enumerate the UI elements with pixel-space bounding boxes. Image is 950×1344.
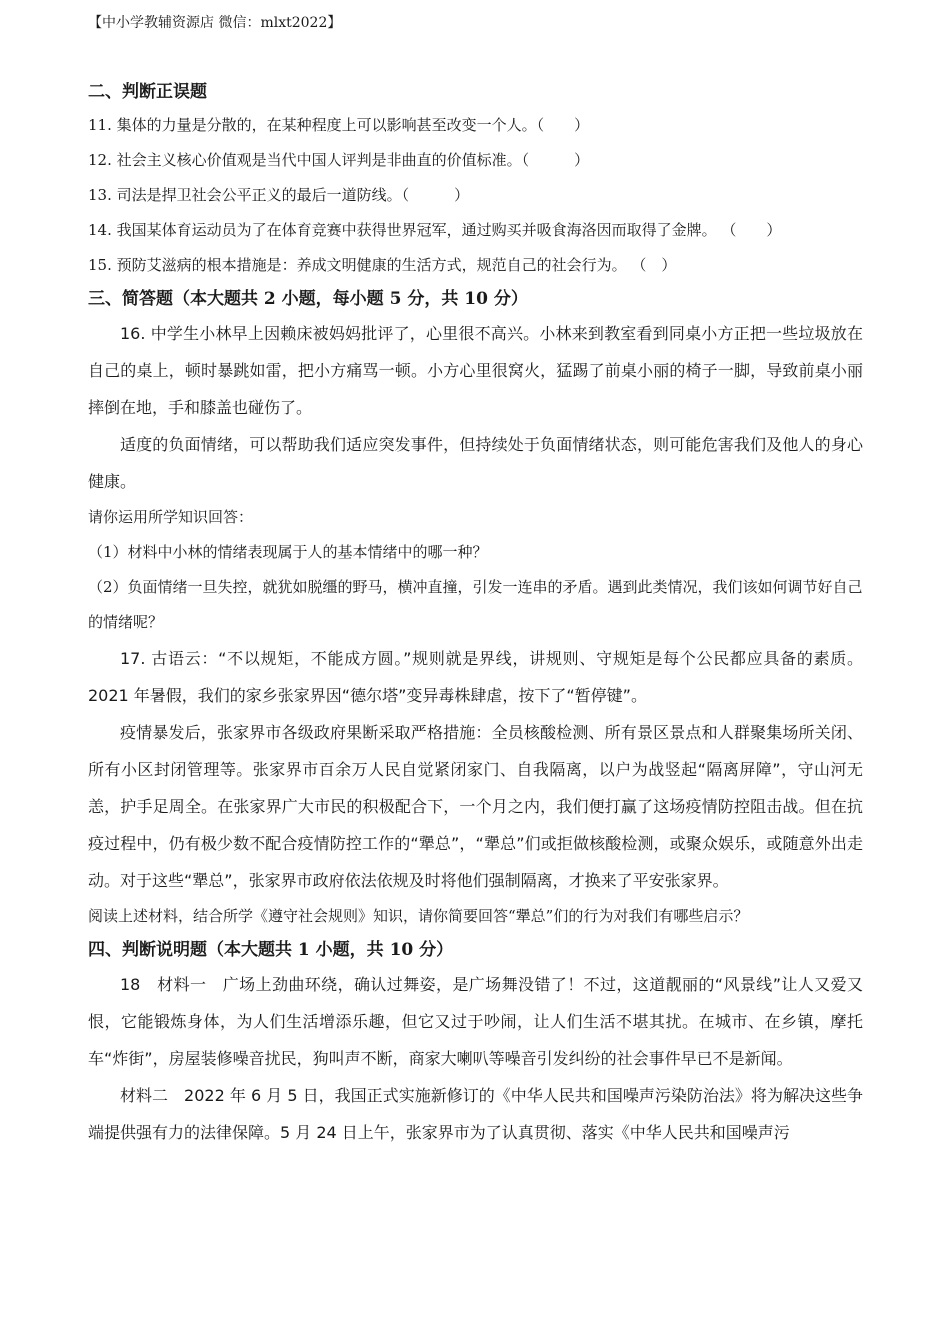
question-14: 14. 我国某体育运动员为了在体育竞赛中获得世界冠军，通过购买并吸食海洛因而取得了金牌。 （ ）	[88, 221, 782, 239]
section2-title: 二、判断正误题	[88, 82, 207, 102]
q17-question: 阅读上述材料，结合所学《遵守社会规则》知识，请你简要回答“犟总”们的行为对我们有哪些启示？	[88, 907, 749, 925]
q16-paragraph-2: 适度的负面情绪，可以帮助我们适应突发事件，但持续处于负面情绪状态，则可能危害我们及他人的身心健康。	[88, 435, 863, 491]
question-11: 11. 集体的力量是分散的，在某种程度上可以影响甚至改变一个人。（ ）	[88, 116, 590, 134]
question-13: 13. 司法是捍卫社会公平正义的最后一道防线。（ ）	[88, 186, 470, 204]
q16-prompt: 请你运用所学知识回答：	[88, 508, 254, 526]
q18-material-1: 18 材料一 广场上劲曲环绕，确认过舞姿，是广场舞没错了！不过，这道靓丽的“风景线”让人又爱又恨，它能锻炼身体，为人们生活增添乐趣，但它又过于吵闹，让人们生活不堪其扰。在城市、在乡镇，摩托车“炸街”，房屋装修噪音扰民，狗叫声不断，商家大喇叭等噪音引发纠纷的社会事件早已不是新闻。	[88, 975, 863, 1068]
q17-paragraph-2: 疫情暴发后，张家界市各级政府果断采取严格措施：全员核酸检测、所有景区景点和人群聚集场所关闭、所有小区封闭管理等。张家界市百余万人民自觉紧闭家门、自我隔离，以户为战竖起“隔离屏障”，守山河无恙，护手足周全。在张家界广大市民的积极配合下，一个月之内，我们便打赢了这场疫情防控阻击战。但在抗疫过程中，仍有极少数不配合疫情防控工作的“犟总”，“犟总”们或拒做核酸检测，或聚众娱乐，或随意外出走动。对于这些“犟总”，张家界市政府依法依规及时将他们强制隔离，才换来了平安张家界。	[88, 723, 863, 890]
question-12: 12. 社会主义核心价值观是当代中国人评判是非曲直的价值标准。（ ）	[88, 151, 590, 169]
document-content	[88, 76, 863, 1151]
section4-title: 四、判断说明题（本大题共 1 小题，共 10 分）	[88, 940, 454, 960]
q16-paragraph-1: 16. 中学生小林早上因赖床被妈妈批评了，心里很不高兴。小林来到教室看到同桌小方正把一些垃圾放在自己的桌上，顿时暴跳如雷，把小方痛骂一顿。小方心里很窝火，猛踢了前桌小丽的椅子一脚，导致前桌小丽摔倒在地，手和膝盖也碰伤了。	[88, 324, 863, 417]
q16-sub-question-1: （1）材料中小林的情绪表现属于人的基本情绪中的哪一种？	[88, 543, 488, 561]
q18-material-2: 材料二 2022 年 6 月 5 日，我国正式实施新修订的《中华人民共和国噪声污染防治法》将为解决这些争端提供强有力的法律保障。5 月 24 日上午，张家界市为了认真贯彻、落实《中华人民共和国噪声污	[88, 1086, 863, 1142]
q16-sub-question-2: （2）负面情绪一旦失控，就犹如脱缰的野马，横冲直撞，引发一连串的矛盾。遇到此类情况，我们该如何调节好自己的情绪呢？	[88, 578, 863, 631]
header-watermark: 【中小学教辅资源店 微信：mlxt2022】	[88, 15, 342, 31]
q17-paragraph-1: 17. 古语云：“不以规矩，不能成方圆。”规则就是界线，讲规则、守规矩是每个公民都应具备的素质。2021 年暑假，我们的家乡张家界因“德尔塔”变异毒株肆虐，按下了“暂停键”。	[88, 649, 863, 705]
section3-title: 三、简答题（本大题共 2 小题，每小题 5 分，共 10 分）	[88, 289, 528, 309]
question-15: 15. 预防艾滋病的根本措施是：养成文明健康的生活方式，规范自己的社会行为。 （ ）	[88, 256, 677, 274]
